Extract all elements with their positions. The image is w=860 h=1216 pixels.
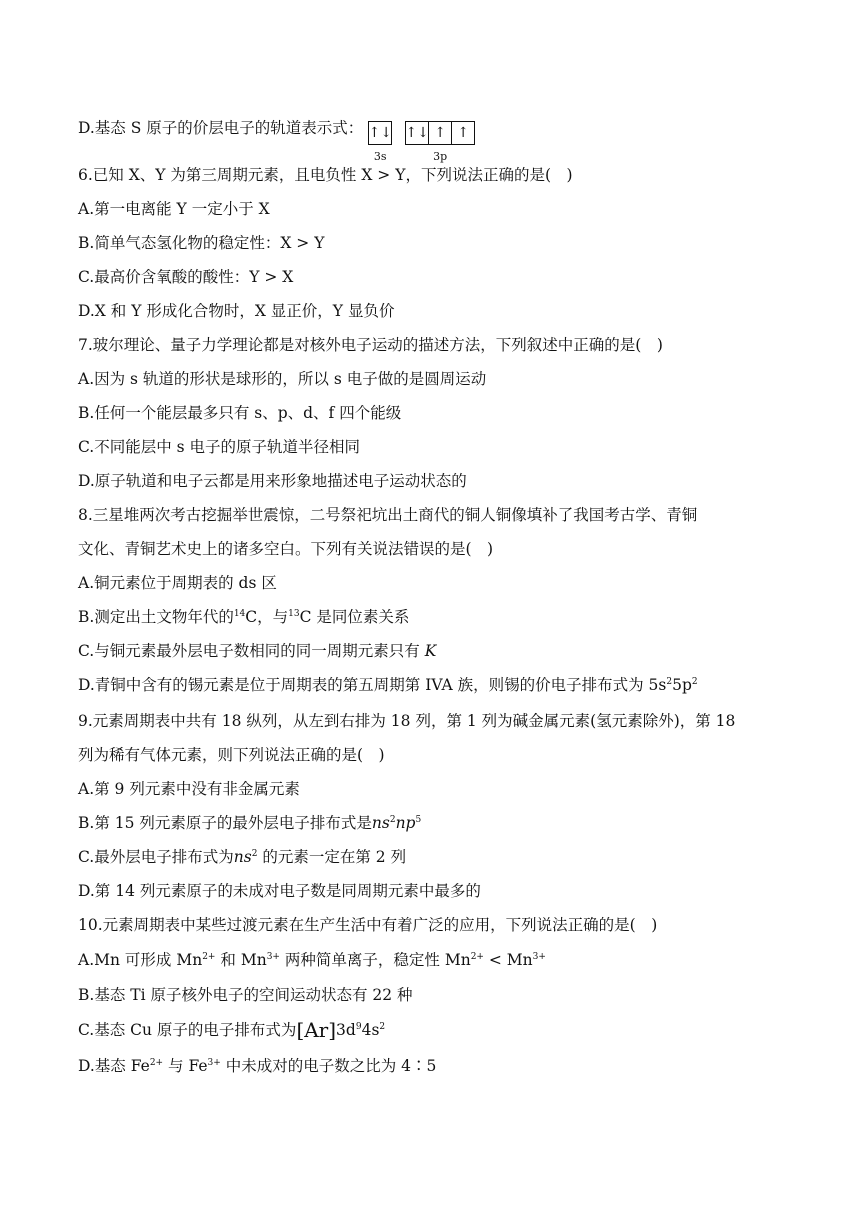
question-10-stem: 10.元素周期表中某些过渡元素在生产生活中有着广泛的应用，下列说法正确的是( ) [78, 916, 658, 934]
question-6-stem: 6.已知 X、Y 为第三周期元素，且电负性 X > Y，下列说法正确的是( ) [78, 166, 573, 184]
question-9-option-b [78, 813, 421, 833]
text: 与 Fe [163, 1057, 208, 1075]
text: 5p [672, 676, 692, 694]
question-8-option-c [78, 641, 436, 661]
text: D.基态 Fe [78, 1057, 150, 1075]
superscript: 2 [666, 677, 673, 687]
italic-symbol: K [424, 642, 437, 660]
text: C，与 [245, 608, 289, 626]
text: 4s [361, 1021, 380, 1039]
text: C.最外层电子排布式为 [78, 848, 234, 866]
superscript: 2 [691, 677, 698, 687]
superscript: 2 [389, 815, 396, 825]
italic-symbol: ns [371, 814, 390, 832]
orbital-label-3s: 3s [373, 150, 387, 163]
question-9-stem-line-1: 9.元素周期表中共有 18 纵列，从左到右排为 18 列，第 1 列为碱金属元素(氢元素除外)，第 18 [78, 712, 736, 730]
text: C.基态 Cu 原子的电子排布式为 [78, 1021, 297, 1039]
text: A.Mn 可形成 Mn [78, 951, 203, 969]
text: 3d [336, 1021, 356, 1039]
superscript: 3+ [266, 952, 280, 962]
superscript: 9 [355, 1022, 362, 1032]
superscript: 14 [233, 609, 246, 619]
question-7-stem: 7.玻尔理论、量子力学理论都是对核外电子运动的描述方法，下列叙述中正确的是( ) [78, 336, 663, 354]
orbital-box: ↑ [429, 122, 452, 144]
question-10-option-d [78, 1056, 436, 1076]
orbital-box: ↑ [457, 125, 470, 141]
superscript: 5 [415, 815, 422, 825]
question-10-option-c [78, 1020, 385, 1040]
question-9-option-c [78, 847, 406, 867]
question-6-option-b: B.简单气态氢化物的稳定性：X > Y [78, 234, 325, 252]
question-10-option-b: B.基态 Ti 原子核外电子的空间运动状态有 22 种 [78, 986, 413, 1004]
superscript: 3+ [532, 952, 546, 962]
italic-symbol: np [395, 814, 416, 832]
text: 和 Mn [215, 951, 267, 969]
superscript: 2+ [202, 952, 216, 962]
question-6-option-c: C.最高价含氧酸的酸性：Y > X [78, 268, 294, 286]
question-9-option-d: D.第 14 列元素原子的未成对电子数是同周期元素中最多的 [78, 882, 481, 900]
superscript: 2+ [470, 952, 484, 962]
question-8-option-d [78, 675, 698, 695]
text: < Mn [483, 951, 533, 969]
question-6-option-a: A.第一电离能 Y 一定小于 X [78, 200, 270, 218]
orbital-label-3p: 3p [433, 150, 448, 163]
question-9-stem-line-2: 列为稀有气体元素，则下列说法正确的是( ) [78, 746, 385, 764]
orbital-3p [405, 121, 475, 163]
question-5-option-d [78, 118, 483, 163]
superscript: 13 [288, 609, 300, 619]
text: 中未成对的电子数之比为 4∶5 [220, 1057, 437, 1075]
text: 的元素一定在第 2 列 [257, 848, 407, 866]
text: 两种简单离子，稳定性 Mn [279, 951, 471, 969]
orbital-diagram [368, 121, 483, 163]
bracket-symbol: [Ar] [296, 1018, 337, 1042]
superscript: 2 [379, 1022, 386, 1032]
orbital-3s [368, 121, 392, 163]
superscript: 2+ [149, 1058, 164, 1068]
question-8-stem-line-1: 8.三星堆两次考古挖掘举世震惊，二号祭祀坑出土商代的铜人铜像填补了我国考古学、青铜 [78, 506, 698, 524]
text: D.青铜中含有的锡元素是位于周期表的第五周期第 IVA 族，则锡的价电子排布式为 5s [78, 676, 667, 694]
question-7-option-d: D.原子轨道和电子云都是用来形象地描述电子运动状态的 [78, 472, 467, 490]
text: C.与铜元素最外层电子数相同的同一周期元素只有 [78, 642, 420, 660]
option-text: D.基态 S 原子的价层电子的轨道表示式： [78, 119, 364, 137]
question-10-option-a [78, 950, 546, 970]
question-7-option-c: C.不同能层中 s 电子的原子轨道半径相同 [78, 438, 361, 456]
orbital-box: ↑↓ [368, 125, 392, 141]
italic-symbol: ns [233, 848, 252, 866]
text: B.第 15 列元素原子的最外层电子排布式是 [78, 814, 372, 832]
question-8-option-a: A.铜元素位于周期表的 ds 区 [78, 574, 277, 592]
question-9-option-a: A.第 9 列元素中没有非金属元素 [78, 780, 300, 798]
superscript: 3+ [207, 1058, 221, 1068]
question-7-option-a: A.因为 s 轨道的形状是球形的，所以 s 电子做的是圆周运动 [78, 370, 487, 388]
orbital-box: ↑↓ [406, 122, 429, 144]
question-7-option-b: B.任何一个能层最多只有 s、p、d、f 四个能级 [78, 404, 402, 422]
question-8-option-b [78, 607, 409, 627]
text: C 是同位素关系 [299, 608, 410, 626]
question-8-stem-line-2: 文化、青铜艺术史上的诸多空白。下列有关说法错误的是( ) [78, 540, 494, 558]
text: B.测定出土文物年代的 [78, 608, 234, 626]
superscript: 2 [251, 849, 258, 859]
question-6-option-d: D.X 和 Y 形成化合物时，X 显正价，Y 显负价 [78, 302, 395, 320]
